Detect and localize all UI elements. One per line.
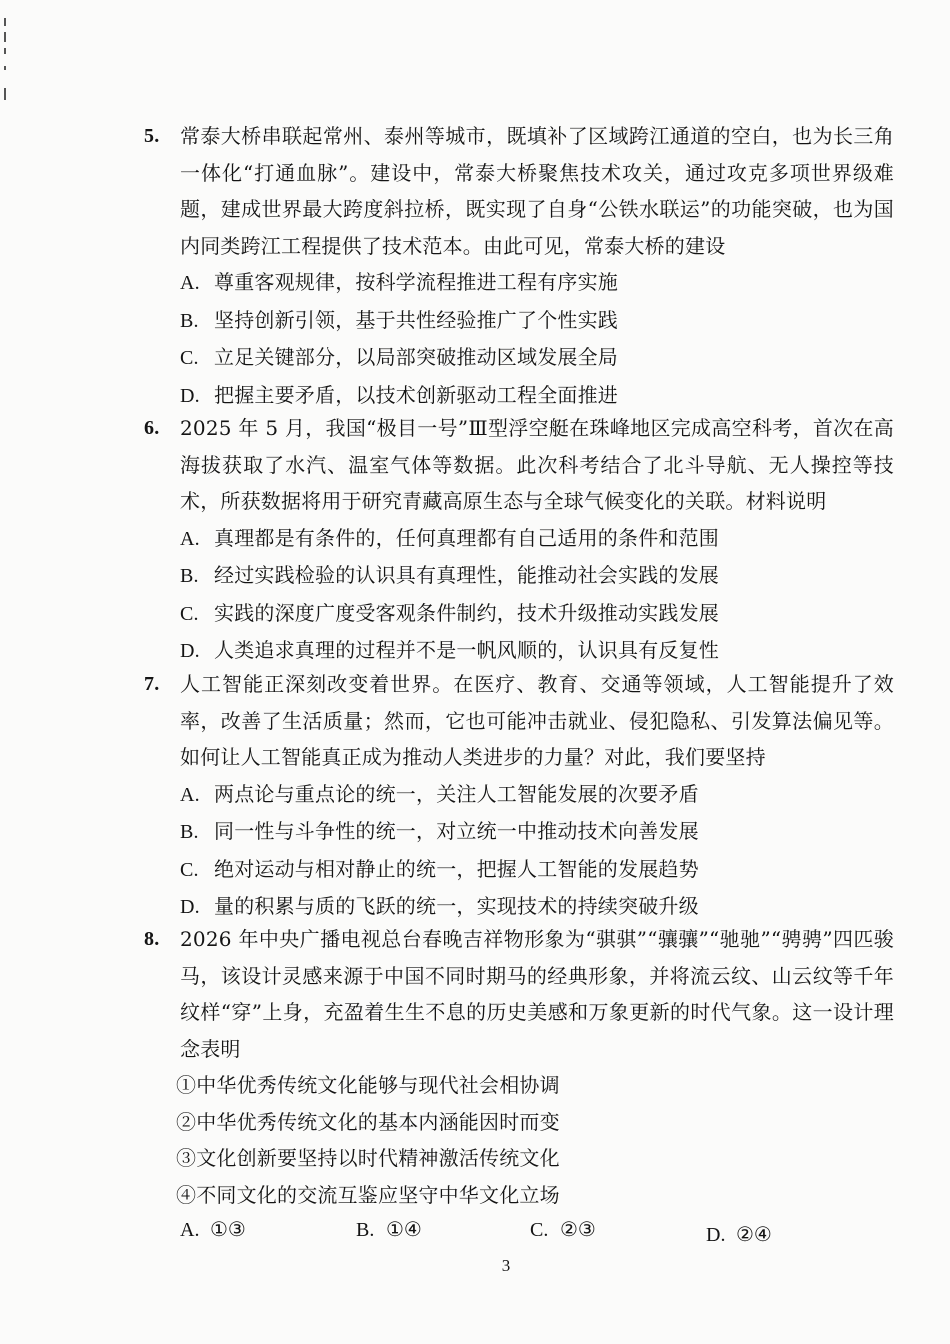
- question-8-option-a: [180, 1217, 246, 1242]
- option-text: 把握主要矛盾，以技术创新驱动工程全面推进: [214, 382, 618, 407]
- question-6-number: 6.: [144, 417, 160, 439]
- option-text: 两点论与重点论的统一，关注人工智能发展的次要矛盾: [214, 781, 699, 806]
- option-text: ②④: [736, 1222, 772, 1246]
- option-text: 同一性与斗争性的统一，对立统一中推动技术向善发展: [214, 819, 699, 843]
- option-letter: B.: [180, 565, 199, 587]
- question-7: [144, 666, 894, 926]
- option-text: 人类追求真理的过程并不是一帆风顺的，认识具有反复性: [214, 638, 719, 662]
- question-5-number: 5.: [144, 125, 160, 147]
- question-5-text: 常泰大桥串联起常州、泰州等城市，既填补了区域跨江通道的空白，也为长三角一体化“打通血脉”。建设中，常泰大桥聚焦技术攻关，通过攻克多项世界级难题，建成世界最大跨度斜拉桥，既实现了自身“公铁水联运”的功能突破，也为国内同类跨江工程提供了技术范本。由此可见，常泰大桥的建设: [180, 124, 894, 258]
- option-text: ①③: [210, 1217, 246, 1241]
- question-7-option-a: [180, 776, 894, 814]
- option-letter: D.: [706, 1224, 726, 1246]
- question-5-option-c: [180, 339, 894, 377]
- option-letter: D.: [180, 384, 200, 407]
- option-letter: D.: [180, 640, 200, 662]
- question-6-options: [144, 520, 894, 670]
- question-7-options: [144, 776, 894, 926]
- question-6-text: 2025 年 5 月，我国“极目一号”Ⅲ型浮空艇在珠峰地区完成高空科考，首次在高海拔获取了水汽、温室气体等数据。此次科考结合了北斗导航、无人操控等技术，所获数据将用于研究青藏高原生态与全球气候变化的关联。材料说明: [180, 416, 894, 513]
- question-6-option-c: [180, 595, 894, 633]
- question-7-option-d: [180, 888, 894, 926]
- option-letter: A.: [180, 527, 200, 550]
- question-5: [144, 118, 894, 414]
- option-text: 实践的深度广度受客观条件制约，技术升级推动实践发展: [214, 600, 719, 625]
- option-text: 坚持创新引领，基于共性经验推广了个性实践: [214, 307, 618, 332]
- question-8-option-d: [706, 1222, 772, 1247]
- statement-4: ④不同文化的交流互鉴应坚守中华文化立场: [176, 1182, 560, 1207]
- option-text: 立足关键部分，以局部突破推动区域发展全局: [214, 345, 618, 369]
- question-5-stem: [144, 118, 894, 264]
- option-text: 经过实践检验的认识具有真理性，能推动社会实践的发展: [214, 563, 719, 587]
- option-letter: B.: [180, 821, 199, 843]
- option-letter: A.: [180, 783, 200, 806]
- option-letter: C.: [180, 858, 199, 881]
- scan-edge-marks: [4, 18, 10, 108]
- option-letter: C.: [530, 1219, 549, 1241]
- question-6: [144, 410, 894, 670]
- question-6-option-d: [180, 632, 894, 670]
- question-8-statements: [144, 1067, 894, 1213]
- option-text: 绝对运动与相对静止的统一，把握人工智能的发展趋势: [214, 856, 699, 881]
- question-8-stem: [144, 921, 894, 1067]
- statement-3: ③文化创新要坚持以时代精神激活传统文化: [176, 1146, 560, 1170]
- question-8-option-c: [530, 1217, 596, 1242]
- question-7-option-b: [180, 813, 894, 851]
- question-8-text: 2026 年中央广播电视总台春晚吉祥物形象为“骐骐”“骧骧”“驰驰”“骋骋”四匹骏马，该设计灵感来源于中国不同时期马的经典形象，并将流云纹、山云纹等千年纹样“穿”上身，充盈着生生不息的历史美感和万象更新的时代气象。这一设计理念表明: [180, 927, 894, 1061]
- question-8-answers: [144, 1213, 894, 1257]
- question-5-option-b: [180, 302, 894, 340]
- option-letter: C.: [180, 602, 199, 625]
- question-8-option-b: [356, 1217, 422, 1242]
- option-text: ②③: [560, 1217, 596, 1241]
- question-7-stem: [144, 666, 894, 776]
- question-6-option-b: [180, 557, 894, 595]
- option-letter: D.: [180, 896, 200, 918]
- statement-1: ①中华优秀传统文化能够与现代社会相协调: [176, 1073, 560, 1097]
- question-7-text: 人工智能正深刻改变着世界。在医疗、教育、交通等领域，人工智能提升了效率，改善了生活质量；然而，它也可能冲击就业、侵犯隐私、引发算法偏见等。如何让人工智能真正成为推动人类进步的力量？对此，我们要坚持: [180, 672, 894, 769]
- option-text: 量的积累与质的飞跃的统一，实现技术的持续突破升级: [214, 894, 699, 918]
- option-letter: B.: [356, 1219, 375, 1241]
- question-6-option-a: [180, 520, 894, 558]
- option-letter: B.: [180, 309, 199, 332]
- question-8-number: 8.: [144, 928, 160, 950]
- statement-2: ②中华优秀传统文化的基本内涵能因时而变: [176, 1109, 560, 1134]
- option-letter: A.: [180, 1219, 200, 1241]
- option-text: 真理都是有条件的，任何真理都有自己适用的条件和范围: [214, 525, 719, 550]
- option-letter: A.: [180, 272, 200, 294]
- question-7-number: 7.: [144, 673, 160, 695]
- question-8: [144, 921, 894, 1257]
- question-5-option-d: [180, 377, 894, 415]
- option-text: 尊重客观规律，按科学流程推进工程有序实施: [214, 270, 618, 294]
- option-text: ①④: [386, 1217, 422, 1241]
- option-letter: C.: [180, 347, 199, 369]
- question-6-stem: [144, 410, 894, 520]
- question-7-option-c: [180, 851, 894, 889]
- page-number: 3: [501, 1256, 511, 1275]
- question-5-options: [144, 264, 894, 414]
- question-5-option-a: [180, 264, 894, 302]
